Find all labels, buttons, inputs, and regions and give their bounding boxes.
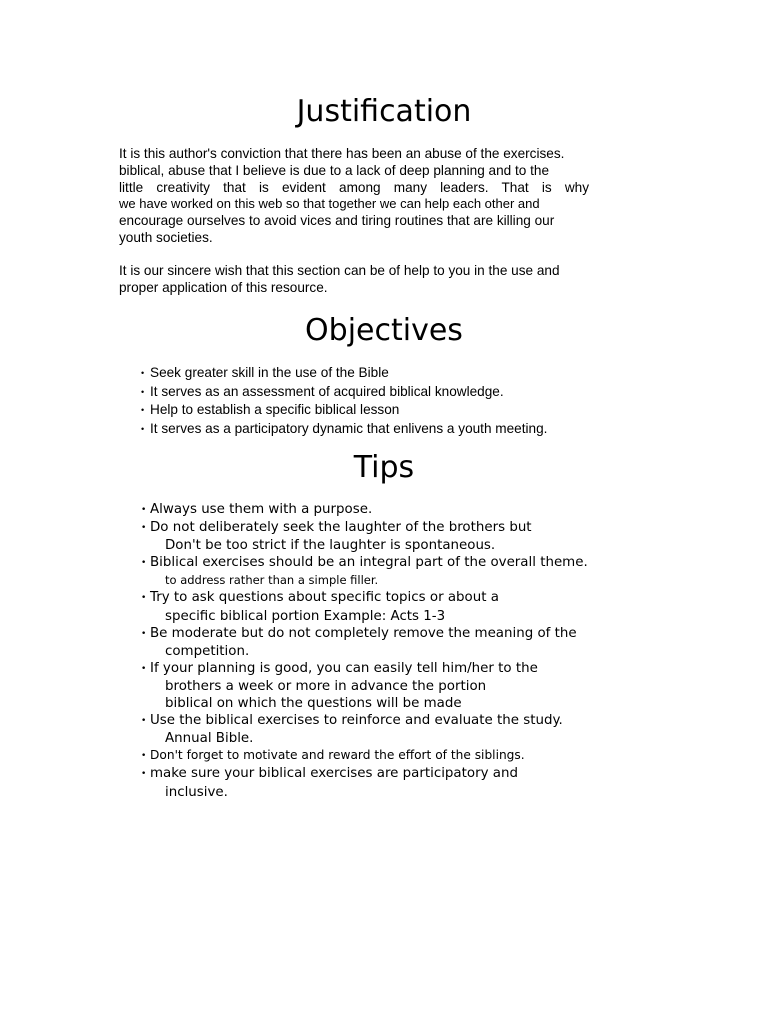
list-item-text: It serves as an assessment of acquired biblical knowledge. xyxy=(150,383,504,399)
list-item-text: Biblical exercises should be an integral part of the overall theme. xyxy=(150,555,588,571)
bullet-icon: • xyxy=(141,663,147,674)
list-item-text: If your planning is good, you can easily tell him/her to the xyxy=(150,660,538,676)
bullet-icon: • xyxy=(141,769,147,780)
list-item-continuation: biblical on which the questions will be made xyxy=(165,696,462,712)
bullet-icon: • xyxy=(141,405,145,415)
list-item xyxy=(141,747,588,765)
bullet-icon: • xyxy=(141,368,145,378)
list-item xyxy=(141,554,588,589)
text-line: encourage ourselves to avoid vices and tiring routines that are killing our xyxy=(119,213,555,229)
tips-list xyxy=(141,501,588,801)
list-item-text: Seek greater skill in the use of the Bible xyxy=(150,365,389,380)
justification-paragraph-1 xyxy=(119,146,619,247)
text-line: biblical, abuse that I believe is due to a lack of deep planning and to the xyxy=(119,162,550,178)
list-item-continuation: specific biblical portion Example: Acts 1-3 xyxy=(165,608,446,624)
list-item xyxy=(141,364,547,383)
text-line: we have worked on this web so that together we can help each other and xyxy=(119,196,540,212)
list-item xyxy=(141,625,588,660)
justification-heading: Justification xyxy=(296,94,472,129)
justification-paragraph-2 xyxy=(119,263,619,297)
list-item xyxy=(141,420,547,439)
objectives-heading: Objectives xyxy=(305,313,463,348)
text-line: proper application of this resource. xyxy=(119,279,328,295)
list-item-continuation: Annual Bible. xyxy=(165,731,254,747)
list-item-text: Use the biblical exercises to reinforce and evaluate the study. xyxy=(150,713,563,729)
list-item xyxy=(141,383,547,402)
bullet-icon: • xyxy=(141,558,147,569)
list-item xyxy=(141,519,588,554)
list-item-text: make sure your biblical exercises are participatory and xyxy=(150,766,518,782)
list-item-text: Help to establish a specific biblical lesson xyxy=(150,402,400,417)
list-item-continuation: to address rather than a simple filler. xyxy=(165,573,379,588)
list-item xyxy=(141,401,547,420)
list-item xyxy=(141,712,588,747)
text-line: It is this author's conviction that there has been an abuse of the exercises. xyxy=(119,146,565,161)
tips-heading: Tips xyxy=(353,450,415,485)
bullet-icon: • xyxy=(141,523,147,534)
bullet-icon: • xyxy=(141,386,145,397)
list-item-continuation: inclusive. xyxy=(165,784,228,800)
objectives-list xyxy=(141,364,547,438)
list-item-continuation: competition. xyxy=(165,643,250,659)
list-item-text: Don't forget to motivate and reward the effort of the siblings. xyxy=(150,748,525,763)
bullet-icon: • xyxy=(141,505,147,515)
list-item-text: Always use them with a purpose. xyxy=(150,502,373,517)
list-item-text: Try to ask questions about specific topics or about a xyxy=(150,590,499,606)
bullet-icon: • xyxy=(141,628,147,639)
bullet-icon: • xyxy=(141,593,147,604)
bullet-icon: • xyxy=(141,751,147,762)
list-item-continuation: Don't be too strict if the laughter is spontaneous. xyxy=(165,538,496,554)
list-item-text: Do not deliberately seek the laughter of the brothers but xyxy=(150,520,532,536)
text-line: It is our sincere wish that this section can be of help to you in the use and xyxy=(119,263,560,278)
list-item-text: It serves as a participatory dynamic that enlivens a youth meeting. xyxy=(150,420,548,436)
bullet-icon: • xyxy=(141,423,145,434)
text-line: little creativity that is evident among many leaders. That is why xyxy=(119,179,589,195)
list-item xyxy=(141,765,588,800)
list-item xyxy=(141,589,588,624)
list-item xyxy=(141,660,588,712)
list-item-continuation: brothers a week or more in advance the portion xyxy=(165,678,487,694)
list-item-text: Be moderate but do not completely remove the meaning of the xyxy=(150,625,577,641)
bullet-icon: • xyxy=(141,716,147,727)
text-line: youth societies. xyxy=(119,229,213,245)
list-item xyxy=(141,501,588,519)
